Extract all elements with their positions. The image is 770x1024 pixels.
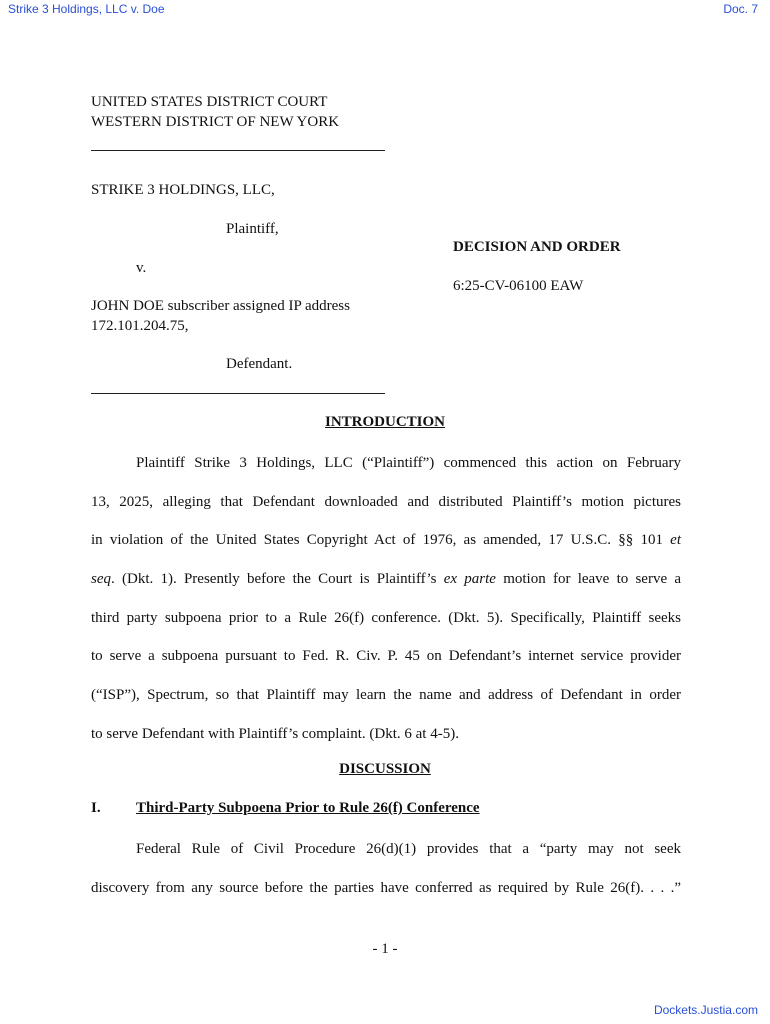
versus-label: v. [136, 260, 147, 276]
justia-dockets-link[interactable]: Dockets.Justia.com [653, 1003, 758, 1017]
plaintiff-role: Plaintiff, [226, 221, 279, 237]
section-title: Third-Party Subpoena Prior to Rule 26(f) Conference [136, 800, 480, 816]
introduction-heading: INTRODUCTION [324, 414, 445, 430]
case-number: 6:25-CV-06100 EAW [453, 278, 584, 294]
paragraph-line: 13, 2025, alleging that Defendant downloaded and distributed Plaintiff’s motion pictures [91, 493, 681, 510]
discussion-heading: DISCUSSION [339, 761, 431, 777]
section-number: I. [91, 800, 101, 816]
page-number: - 1 - [372, 941, 398, 957]
paragraph-line: Plaintiff Strike 3 Holdings, LLC (“Plaintiff”) commenced this action on February [136, 455, 681, 471]
plaintiff-name: STRIKE 3 HOLDINGS, LLC, [91, 182, 275, 198]
document-number-link[interactable]: Doc. 7 [723, 2, 758, 16]
paragraph-line: to serve Defendant with Plaintiff’s complaint. (Dkt. 6 at 4-5). [91, 725, 459, 742]
court-name-line2: WESTERN DISTRICT OF NEW YORK [91, 114, 340, 130]
defendant-name-line2: 172.101.204.75, [91, 318, 189, 334]
paragraph-line: in violation of the United States Copyright Act of 1976, as amended, 17 U.S.C. §§ 101 et [91, 532, 681, 549]
introduction-paragraph [91, 453, 681, 763]
paragraph-line: discovery from any source before the parties have conferred as required by Rule 26(f). . . .” [91, 879, 681, 896]
defendant-name-line1: JOHN DOE subscriber assigned IP address [91, 298, 350, 314]
paragraph-line: to serve a subpoena pursuant to Fed. R. Civ. P. 45 on Defendant’s internet service provider [91, 648, 681, 665]
paragraph-line: Federal Rule of Civil Procedure 26(d)(1) provides that a “party may not seek [136, 841, 681, 857]
paragraph-line: (“ISP”), Spectrum, so that Plaintiff may learn the name and address of Defendant in order [91, 687, 681, 704]
caption-top-rule [91, 150, 385, 151]
court-name-line1: UNITED STATES DISTRICT COURT [91, 94, 328, 110]
defendant-role: Defendant. [226, 356, 293, 372]
caption-bottom-rule [91, 393, 385, 394]
case-title-link[interactable]: Strike 3 Holdings, LLC v. Doe [8, 2, 165, 16]
discussion-paragraph [91, 839, 681, 916]
paragraph-line: seq. (Dkt. 1). Presently before the Court is Plaintiff’s ex parte motion for leave to serve a [91, 571, 682, 588]
paragraph-line: third party subpoena prior to a Rule 26(f) conference. (Dkt. 5). Specifically, Plaintiff seeks [91, 609, 681, 626]
document-title: DECISION AND ORDER [453, 239, 621, 255]
